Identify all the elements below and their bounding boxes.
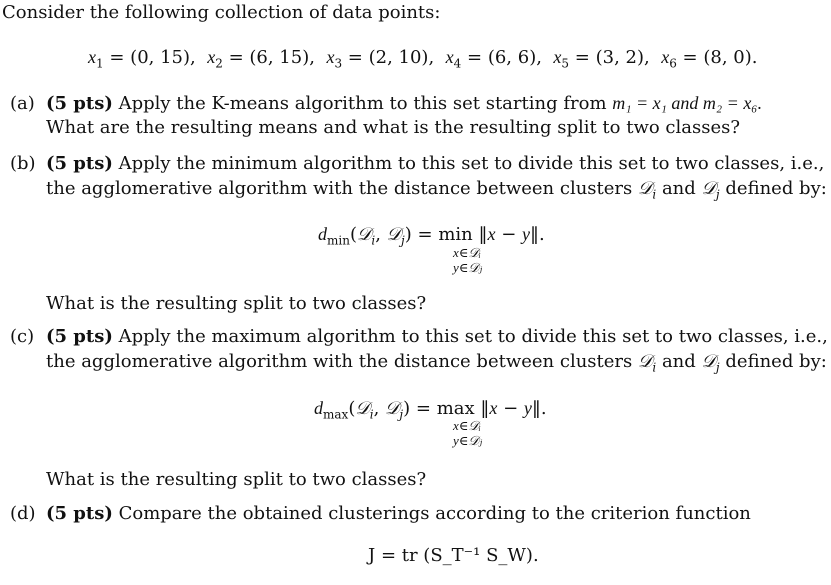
part-d-criterion: J = tr (S_T⁻¹ S_W). bbox=[368, 545, 539, 566]
part-b-under2: y∈𝒟ⱼ bbox=[453, 260, 483, 275]
part-a-init: m₁ = x₁ and m₂ = x₆. bbox=[612, 93, 763, 113]
part-a-line1: (a) (5 pts) Apply the K-means algorithm to this set starting from m₁ = x₁ and m₂ = x₆. bbox=[10, 93, 763, 114]
part-b-question: What is the resulting split to two classes? bbox=[46, 293, 427, 314]
part-b-formula: $d_{min}(𝒟_i$, 𝒟$_j$) = min ‖x − y‖. bbox=[318, 224, 545, 248]
part-a-line2: What are the resulting means and what is the resulting split to two classes? bbox=[46, 117, 741, 138]
part-d-line1: (d) (5 pts) Compare the obtained clusterings according to the criterion function bbox=[10, 503, 751, 524]
part-c-points: (5 pts) bbox=[46, 326, 113, 347]
point-1: $x_1 = (0$, 15), bbox=[88, 47, 196, 71]
part-b-under1: x∈𝒟ᵢ bbox=[453, 245, 481, 260]
part-b-label: (b) bbox=[10, 153, 36, 174]
part-c-label: (c) bbox=[10, 326, 35, 347]
part-c-line2: the agglomerative algorithm with the distance between clusters 𝒟$_i$ and 𝒟$_j$ defined by: bbox=[46, 351, 827, 375]
point-2: $x_2 = (6$, 15), bbox=[207, 47, 315, 71]
part-b-line1: (b) (5 pts) Apply the minimum algorithm to this set to divide this set to two classes, i.e., bbox=[10, 153, 825, 174]
part-b-points: (5 pts) bbox=[46, 153, 113, 174]
part-c-line1: (c) (5 pts) Apply the maximum algorithm to this set to divide this set to two classes, i.e., bbox=[10, 326, 828, 347]
part-d-points: (5 pts) bbox=[46, 503, 113, 524]
part-d-label: (d) bbox=[10, 503, 36, 524]
part-a-label: (a) bbox=[10, 93, 35, 114]
point-6: $x_6 = (8$, 0). bbox=[661, 47, 758, 71]
part-c-under2: y∈𝒟ⱼ bbox=[453, 433, 483, 448]
part-a-points: (5 pts) bbox=[46, 93, 113, 114]
intro-text: Consider the following collection of data points: bbox=[2, 2, 441, 23]
part-c-formula: $d_{max}(𝒟_i$, 𝒟$_j$) = max ‖x − y‖. bbox=[314, 398, 547, 422]
part-c-under1: x∈𝒟ᵢ bbox=[453, 418, 481, 433]
point-3: $x_3 = (2$, 10), bbox=[326, 47, 435, 71]
point-5: $x_5 = (3$, 2), bbox=[553, 47, 650, 71]
points-list bbox=[88, 46, 758, 69]
part-c-question: What is the resulting split to two classes? bbox=[46, 469, 427, 490]
point-4: $x_4 = (6$, 6), bbox=[445, 47, 542, 71]
part-b-line2: the agglomerative algorithm with the distance between clusters 𝒟$_i$ and 𝒟$_j$ defined by: bbox=[46, 178, 827, 202]
